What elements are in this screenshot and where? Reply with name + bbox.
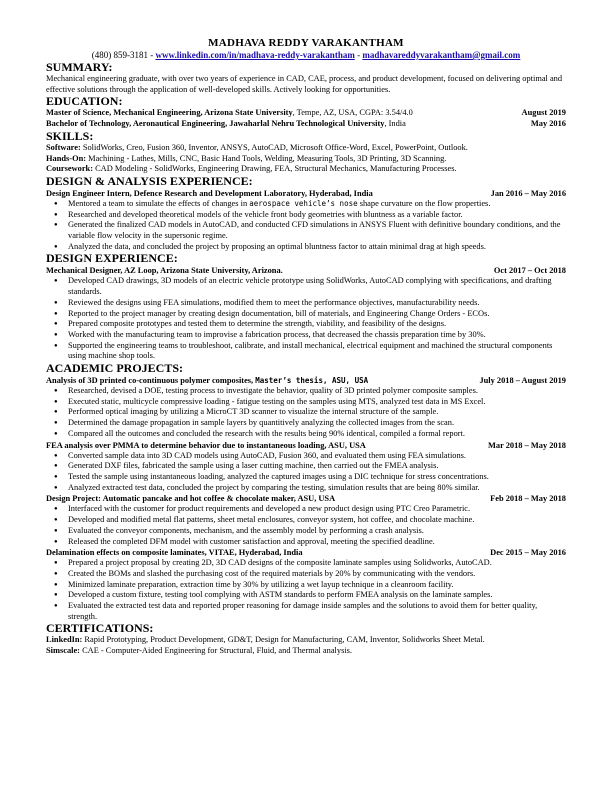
skills-line: [46, 154, 566, 165]
list-item: [46, 199, 566, 210]
project-date: Dec 2015 – May 2016: [490, 548, 566, 558]
list-item: ● Reported to the project manager by creating design documentation, bill of materials, and Engineering Change Orders - ECOs.: [46, 309, 566, 320]
list-item: ● Generated DXF files, fabricated the sample using a laser cutting machine, then carried out the FMEA analysis.: [46, 461, 566, 472]
bullet-list: [46, 451, 566, 494]
list-item: ● Compared all the outcomes and concluded the research with the results being 90% identical, compiled a formal report.: [46, 429, 566, 440]
certification-label: LinkedIn:: [46, 635, 83, 645]
project-title: Analysis of 3D printed co-continuous polymer composites,: [46, 376, 256, 386]
certifications-heading: CERTIFICATIONS:: [46, 621, 154, 636]
skills-line: [46, 143, 566, 154]
project-date: July 2018 – August 2019: [479, 376, 566, 386]
design-heading: DESIGN EXPERIENCE:: [46, 251, 178, 266]
list-item: ● Executed static, multicycle compressive loading - fatigue testing on the samples using MTS, analyzed test data in MS Excel.: [46, 397, 566, 408]
contact-line: [46, 50, 566, 61]
skills-text: SolidWorks, Creo, Fusion 360, Inventor, ANSYS, AutoCAD, Microsoft Office-Word, Excel, PowerPoint, Outlook.: [80, 142, 468, 152]
project-date: Mar 2018 – May 2018: [487, 440, 566, 450]
list-item: ● Released the completed DFM model with customer satisfaction and approval, meeting the specified deadline.: [46, 537, 566, 548]
bullet-list: [46, 558, 566, 622]
bullet-list: [46, 199, 566, 253]
project-title: Delamination effects on composite laminates, VITAE, Hyderabad, India: [46, 548, 303, 558]
list-item: ● Researched, devised a DOE, testing process to investigate the behavior, quality of 3D printed polymer composite samples.: [46, 386, 566, 397]
skills-text: CAD Modeling - SolidWorks, Engineering Drawing, FEA, Structural Mechanics, Manufacturing Processes.: [93, 164, 457, 174]
resume-page: [46, 37, 566, 657]
degree: Master of Science, Mechanical Engineering, Arizona State University: [46, 108, 293, 118]
project-header: [46, 440, 566, 451]
list-item: ● Prepared a project proposal by creating 2D, 3D CAD designs of the composite laminate samples using Solidworks, AutoCAD.: [46, 558, 566, 569]
list-item: ● Analyzed extracted test data, concluded the project by comparing the testing, simulation results that are being 80% similar.: [46, 483, 566, 494]
bullet-text: shape curvature on the flow properties.: [357, 198, 491, 208]
bullet-list: [46, 504, 566, 547]
applicant-name: MADHAVA REDDY VARAKANTHAM: [208, 37, 404, 49]
project-title: FEA analysis over PMMA to determine behavior due to instantaneous loading, ASU, USA: [46, 440, 366, 450]
bullet-emphasis: aerospace vehicle’s nose: [249, 198, 358, 208]
skills-label: Hands-On:: [46, 153, 87, 163]
skills-text: Machining - Lathes, Mills, CNC, Basic Hand Tools, Welding, Measuring Tools, 3D Printing, 3D Scanning.: [86, 153, 447, 163]
academic-heading: ACADEMIC PROJECTS:: [46, 361, 184, 376]
degree: Bachelor of Technology, Aeronautical Engineering, Jawaharlal Nehru Technological University: [46, 119, 385, 129]
phone-number: (480) 859-3181: [91, 50, 148, 60]
list-item: ● Performed optical imaging by utilizing a MicroCT 3D scanner to visualize the internal structure of the sample.: [46, 407, 566, 418]
list-item: ● Interfaced with the customer for product requirements and developed a new product design using PTC Creo Parametric.: [46, 504, 566, 515]
certification-line: [46, 646, 566, 657]
list-item: ● Minimized laminate preparation, extraction time by 30% by utilizing a wet layup technique in a cleanroom facility.: [46, 580, 566, 591]
list-item: ● Supported the engineering teams to troubleshoot, calibrate, and install mechanical, electrical equipment and machined the structural components using machine shop tools.: [46, 341, 566, 362]
design-analysis-heading: DESIGN & ANALYSIS EXPERIENCE:: [46, 173, 253, 188]
list-item: ● Created the BOMs and slashed the purchasing cost of the required materials by 20% by communicating with the vendors.: [46, 569, 566, 580]
project-header: [46, 547, 566, 558]
education-entry: [46, 108, 566, 119]
project-title: Design Project: Automatic pancake and hot coffee & chocolate maker, ASU, USA: [46, 494, 336, 504]
education-entry: [46, 119, 566, 130]
list-item: ● Reviewed the designs using FEA simulations, modified them to meet the performance objectives, manufacturability needs.: [46, 298, 566, 309]
degree-details: , India: [384, 119, 406, 129]
degree-details: , Tempe, AZ, USA, CGPA: 3.54/4.0: [292, 108, 413, 118]
project-header: [46, 493, 566, 504]
linkedin-link[interactable]: www.linkedin.com/in/madhava-reddy-varakantham: [155, 50, 355, 60]
list-item: ● Developed a custom fixture, testing tool complying with ASTM standards to perform FMEA analysis on the laminate samples.: [46, 590, 566, 601]
job-date: Oct 2017 – Oct 2018: [493, 266, 566, 276]
job-role: Mechanical Designer, AZ Loop, Arizona State University, Arizona.: [46, 266, 283, 276]
certification-line: [46, 635, 566, 646]
project-emphasis: Master’s thesis, ASU, USA: [255, 376, 369, 386]
certification-label: Simscale:: [46, 646, 80, 656]
list-item: ● Converted sample data into 3D CAD models using AutoCAD, Fusion 360, and evaluated them using FEA simulations.: [46, 451, 566, 462]
list-item: ● Prepared composite prototypes and tested them to determine the strength, viability, and feasibility of the designs.: [46, 319, 566, 330]
list-item: ● Researched and developed theoretical models of the vehicle front body geometries with bluntness as a variable factor.: [46, 210, 566, 221]
separator: -: [354, 50, 363, 60]
education-date: August 2019: [521, 108, 566, 118]
bullet-text: Mentored a team to simulate the effects of changes in: [68, 198, 250, 208]
list-item: ● Generated the finalized CAD models in AutoCAD, and conducted CFD simulations in ANSYS Fluent with definitive boundary conditions, and the variable flow velocity in the supersonic regime.: [46, 220, 566, 241]
list-item: ● Evaluated the conveyor components, mechanism, and the assembly model by performing a crash analysis.: [46, 526, 566, 537]
skills-label: Coursework:: [46, 164, 93, 174]
project-date: Feb 2018 – May 2018: [490, 494, 566, 504]
bullet-list: [46, 386, 566, 440]
list-item: ● Worked with the manufacturing team to improvise a fabrication process, that decreased the chassis preparation time by 30%.: [46, 330, 566, 341]
skills-heading: SKILLS:: [46, 128, 94, 143]
bullet-list: [46, 276, 566, 362]
list-item: ● Evaluated the extracted test data and reported proper reasoning for damage inside samples and the solutions to avoid them for better quality, strength.: [46, 601, 566, 622]
project-header: [46, 375, 566, 386]
summary-text: Mechanical engineering graduate, with over two years of experience in CAD, CAE, process, and product development, focused on delivering optimal and effective solutions through the application of well-developed skills. Actively looking for opportunities.: [46, 74, 563, 94]
summary-heading: SUMMARY:: [46, 60, 113, 74]
list-item: ● Tested the sample using instantaneous loading, analyzed the captured images using a DIC technique for stress concentrations.: [46, 472, 566, 483]
email-link[interactable]: madhavareddyvarakantham@gmail.com: [362, 50, 521, 60]
certification-text: CAE - Computer-Aided Engineering for Structural, Fluid, and Thermal analysis.: [79, 646, 353, 656]
job-header: [46, 188, 566, 199]
job-date: Jan 2016 – May 2016: [490, 188, 566, 198]
job-role: Design Engineer Intern, Defence Research and Development Laboratory, Hyderabad, India: [46, 188, 373, 198]
certification-text: Rapid Prototyping, Product Development, GD&T, Design for Manufacturing, CAM, Inventor, Solidworks Sheet Metal.: [82, 635, 485, 645]
skills-label: Software:: [46, 142, 81, 152]
list-item: ● Determined the damage propagation in sample layers by quantitively analyzing the collected images from the scan.: [46, 418, 566, 429]
job-header: [46, 265, 566, 276]
list-item: ● Analyzed the data, and concluded the project by proposing an optimal bluntness factor to attain minimal drag at high speeds.: [46, 242, 566, 253]
list-item: ● Developed CAD drawings, 3D models of an electric vehicle prototype using SolidWorks, AutoCAD complying with specifications, and drafting standards.: [46, 276, 566, 297]
education-heading: EDUCATION:: [46, 94, 123, 109]
education-date: May 2016: [530, 119, 566, 129]
separator: -: [147, 50, 156, 60]
list-item: ● Developed and modified metal flat patterns, sheet metal enclosures, conveyor system, hot coffee, and chocolate machine.: [46, 515, 566, 526]
